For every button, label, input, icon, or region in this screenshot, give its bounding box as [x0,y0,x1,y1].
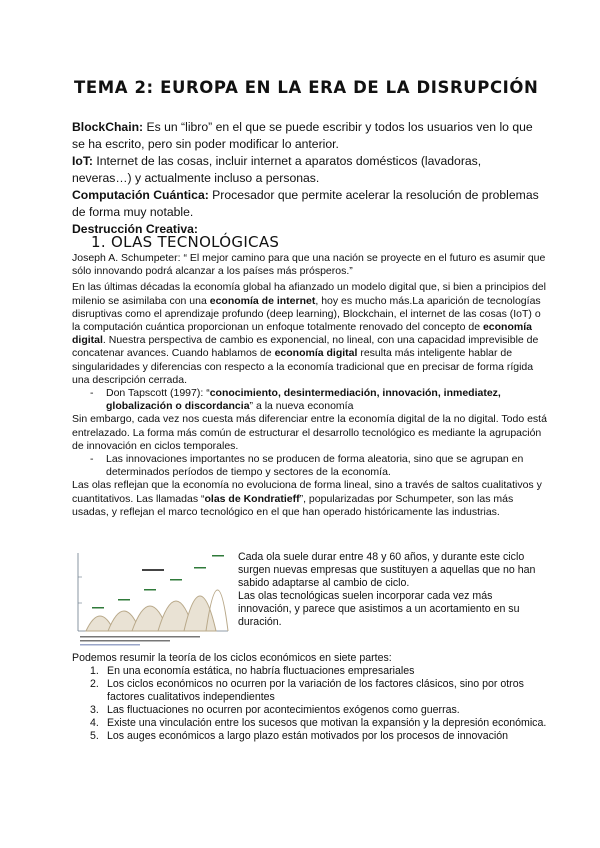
list-number: 1. [90,665,99,677]
side-paragraph: Cada ola suele durar entre 48 y 60 años, y durante este ciclo surgen nuevas empresas que sustituyen a aquellas que no han sabido adaptarse al cambio de ciclo. [238,551,536,589]
list-number: 2. [90,678,99,690]
side-paragraph: Las olas tecnológicas suelen incorporar cada vez más innovación, y parece que asistimos a un acortamiento en su duración. [238,590,520,628]
list-item-innovations [72,453,548,479]
list-item-tapscott [72,387,548,413]
definition-iot [72,153,542,187]
list-item-text: En una economía estática, no habría fluctuaciones empresariales [107,665,415,677]
list-item [72,704,548,717]
text-run: En las últimas décadas la economía global ha afianzado un modelo digital que, si bien a principios del milenio se asimilaba con una [72,281,546,307]
paragraph-waves [72,479,548,519]
definition-term: IoT: [72,154,93,168]
definition-text: Es un “libro” en el que se puede escribir y todos los usuarios ven lo que se ha escrito, pero sin poder modificar lo anterior. [72,120,533,151]
definition-blockchain [72,119,542,153]
text-run: ” a la nueva economía [249,400,354,413]
text-run: Don Tapscott (1997): “ [106,387,210,400]
cycles-list [72,665,548,743]
waves-illustration [72,543,230,651]
definitions-block [72,119,542,238]
economic-cycles-section [72,652,548,743]
list-item-text [106,387,548,413]
definition-term: Destrucción Creativa: [72,222,198,236]
list-item-text: Los auges económicos a largo plazo están motivados por los procesos de innovación [107,730,509,742]
definition-quantum [72,187,542,221]
bold-run: conocimiento, desintermediación, innovación, inmediatez, globalización o discordancia [106,387,501,413]
kondratieff-waves-figure [72,543,230,651]
bold-run: economía digital [72,321,532,347]
list-item-text: Existe una vinculación entre los sucesos que motivan la expansión y la depresión económica. [107,717,547,729]
list-item [72,730,548,743]
bold-run: economía digital [274,347,358,360]
list-item-text: Las innovaciones importantes no se producen de forma aleatoria, sino que se agrupan en determinados períodos de tiempo y sectores de la economía. [106,453,524,479]
cycles-intro: Podemos resumir la teoría de los ciclos económicos en siete partes: [72,652,392,664]
definition-text: Internet de las cosas, incluir internet a aparatos domésticos (lavadoras, neveras…) y actualmente incluso a personas. [72,154,482,185]
list-number: 3. [90,704,99,716]
text-run: , hoy es mucho más.La aparición de tecnologías disruptivas como el aprendizaje profundo (deep learning), Blockchain, el internet de las cosas (IoT) o la computación cuántica proporcionan un enfoque totalmente renovado del concepto de [72,294,541,334]
paragraph-digital-economy [72,281,548,387]
page-title: TEMA 2: EUROPA EN LA ERA DE LA DISRUPCIÓN [74,78,539,97]
definition-term: Computación Cuántica: [72,188,209,202]
list-item [72,717,548,730]
list-item-text: Las fluctuaciones no ocurren por acontecimientos exógenos como guerras. [107,704,460,716]
schumpeter-quote: Joseph A. Schumpeter: “ El mejor camino para que una nación se proyecte en el futuro es asumir que sólo innovando podrá alcanzar a los países más prósperos.” [72,252,546,278]
waves-description [238,551,538,629]
paragraph-intertwined: Sin embargo, cada vez nos cuesta más diferenciar entre la economía digital de la no digital. Todo está entrelazado. La forma más común de estructurar el desarrollo tecnológico es mediante la agrupación de innovación en ciclos temporales. [72,413,547,452]
definition-term: BlockChain: [72,120,144,134]
bold-run: economía de internet [209,294,316,307]
section-heading: 1. OLAS TECNOLÓGICAS [91,233,280,251]
text-run: Las olas reflejan que la economía no evoluciona de forma lineal, sino a través de saltos cualitativos y cuantitativos. Las llamadas “ [72,479,542,505]
list-item [72,678,548,704]
list-number: 5. [90,730,99,742]
list-item [72,665,548,678]
text-run: resulta más inteligente hablar de singularidades y diferencias con respecto a la economía tradicional que en precisar de forma rígida una descripción cerrada. [72,347,534,386]
dash-marker: - [90,387,94,400]
text-run: . Nuestra perspectiva de cambio es exponencial, no lineal, con una capacidad imprevisible de concatenar avances. Cuando hablamos de [72,334,539,360]
list-item-text: Los ciclos económicos no ocurren por la variación de los factores clásicos, sino por otros factores cualitativos independientes [107,678,524,703]
bold-run: olas de Kondratieff [204,492,300,505]
definition-text: Procesador que permite acelerar la resolución de problemas de forma muy notable. [72,188,539,219]
list-number: 4. [90,717,99,729]
dash-marker: - [90,453,94,466]
text-run: ”, popularizadas por Schumpeter, son las más usadas, y reflejan el marco tecnológico en el que han operado históricamente las industrias. [72,492,514,518]
body-text [72,252,548,519]
